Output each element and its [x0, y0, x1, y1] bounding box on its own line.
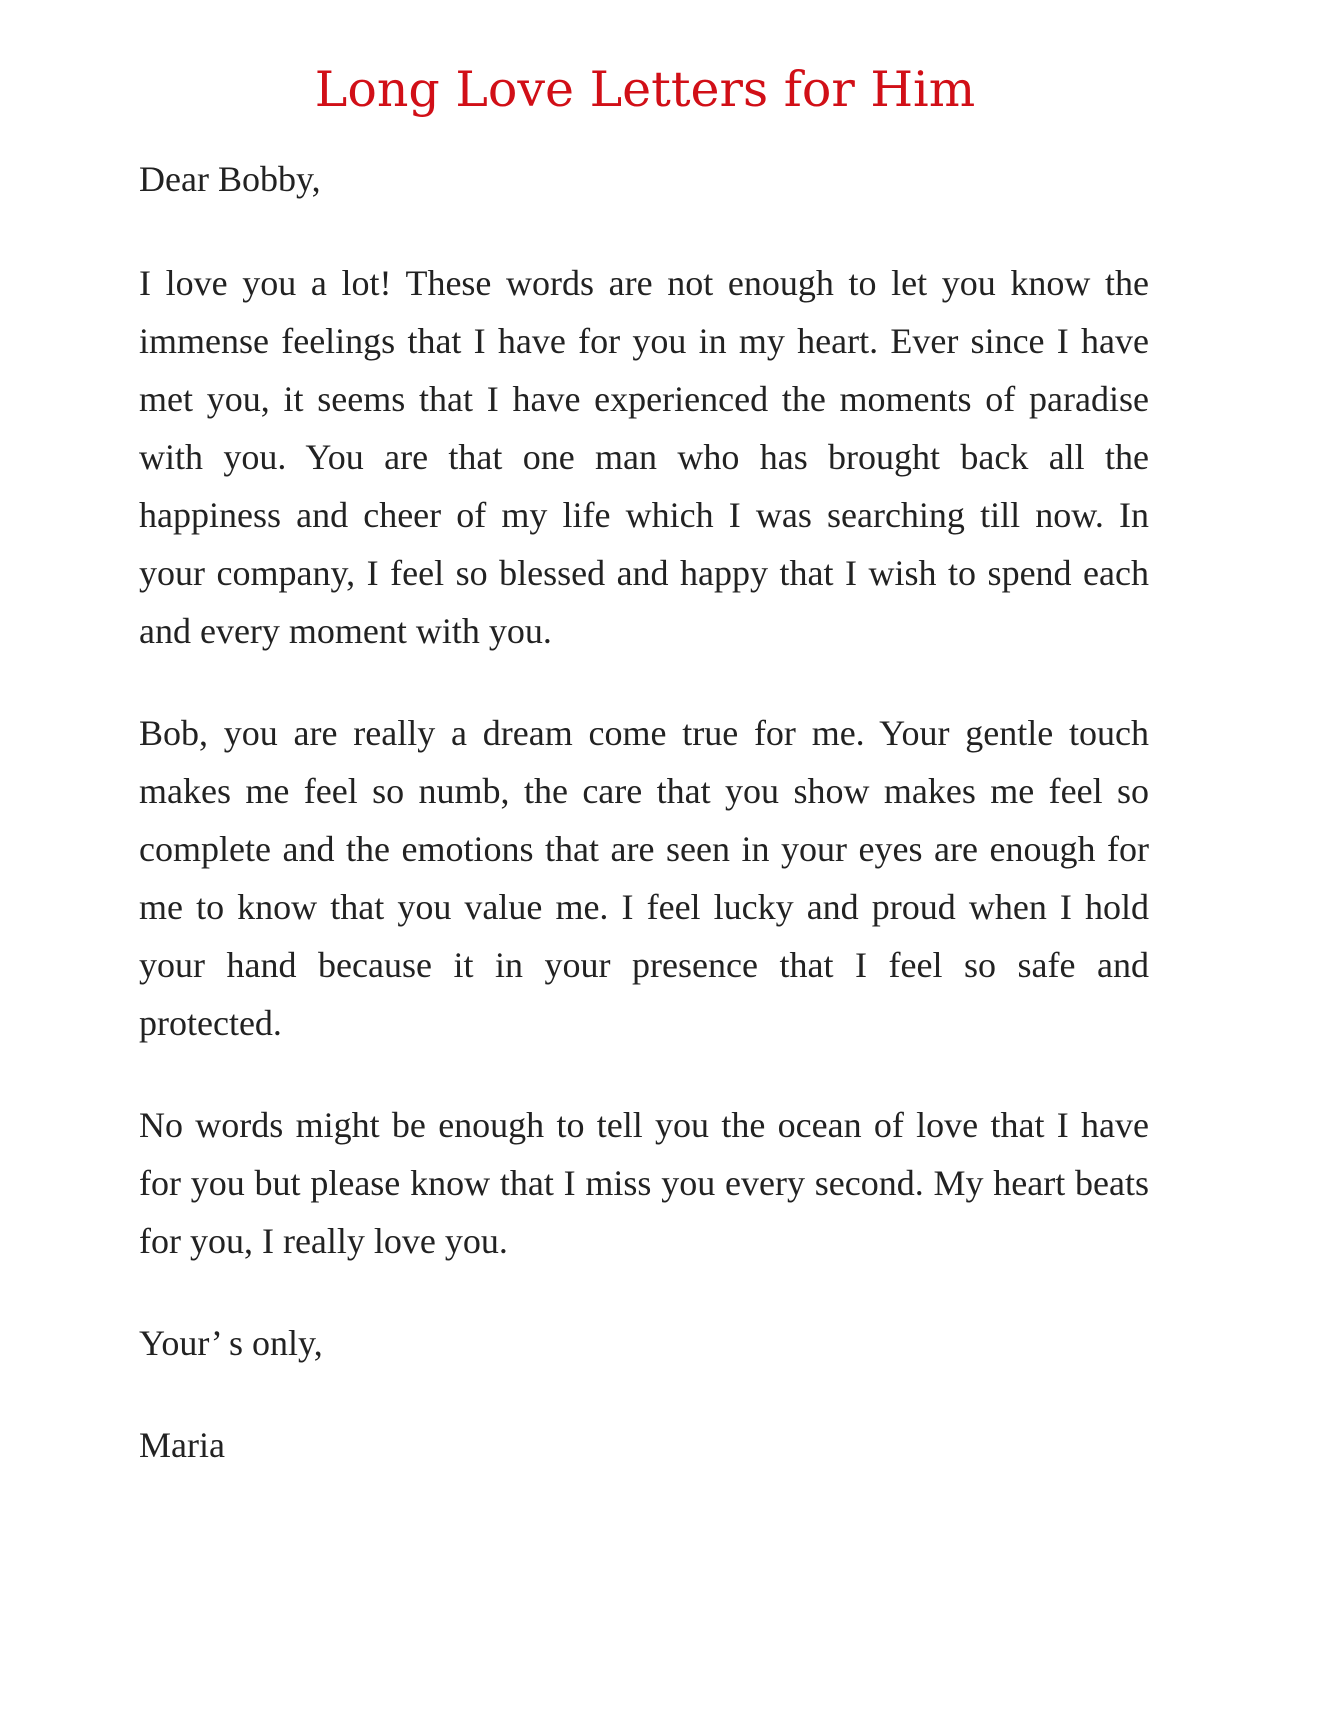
document-title: Long Love Letters for Him	[314, 61, 976, 118]
paragraph-2: Bob, you are really a dream come true for me. Your gentle touch makes me feel so numb, the care that you show makes me feel so complete and the emotions that are seen in your eyes are enough for me to know that you value me. I feel lucky and proud when I hold your hand because it in your presence that I feel so safe and protected.	[139, 713, 1149, 1043]
closing: Your’ s only,	[139, 1323, 323, 1363]
paragraph-1: I love you a lot! These words are not enough to let you know the immense feelings that I have for you in my heart. Ever since I have met you, it seems that I have experienced the moments of paradise with you. You are that one man who has brought back all the happiness and cheer of my life which I was searching till now. In your company, I feel so blessed and happy that I wish to spend each and every moment with you.	[139, 263, 1149, 651]
salutation: Dear Bobby,	[139, 159, 321, 199]
letter-body	[139, 150, 1149, 1474]
signature: Maria	[139, 1425, 225, 1465]
paragraph-3: No words might be enough to tell you the ocean of love that I have for you but please know that I miss you every second. My heart beats for you, I really love you.	[139, 1105, 1149, 1261]
